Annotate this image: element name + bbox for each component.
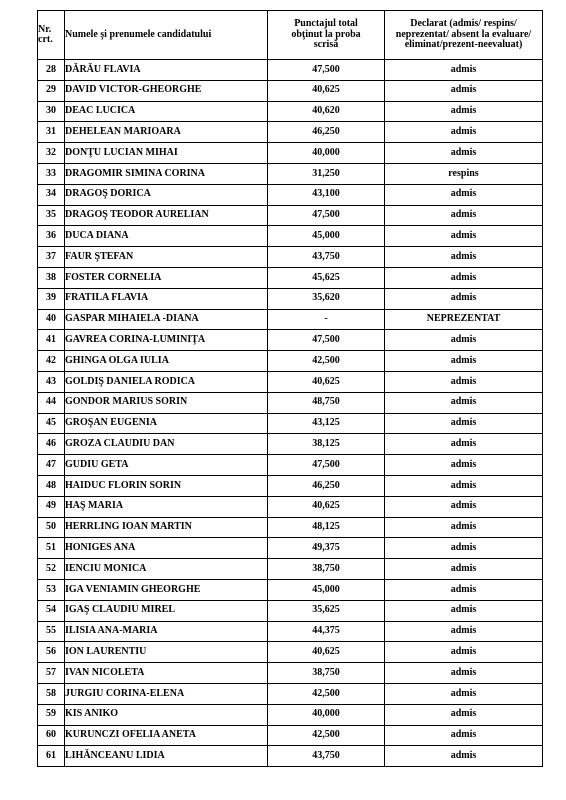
candidate-status: admis bbox=[385, 683, 543, 704]
candidate-score: - bbox=[268, 309, 385, 330]
row-number: 39 bbox=[38, 288, 65, 309]
row-number: 40 bbox=[38, 309, 65, 330]
row-number: 43 bbox=[38, 371, 65, 392]
candidate-score: 45,000 bbox=[268, 579, 385, 600]
header-nr-line: crt. bbox=[38, 34, 53, 45]
row-number: 29 bbox=[38, 80, 65, 101]
candidate-name: GASPAR MIHAIELA -DIANA bbox=[65, 309, 268, 330]
table-row bbox=[38, 559, 543, 580]
candidate-score: 40,625 bbox=[268, 80, 385, 101]
candidate-status: admis bbox=[385, 663, 543, 684]
candidate-status: NEPREZENTAT bbox=[385, 309, 543, 330]
row-number: 36 bbox=[38, 226, 65, 247]
candidate-status: admis bbox=[385, 247, 543, 268]
table-row bbox=[38, 205, 543, 226]
candidate-score: 43,750 bbox=[268, 247, 385, 268]
table-row bbox=[38, 184, 543, 205]
header-nr-line: Nr. bbox=[38, 23, 52, 35]
table-row bbox=[38, 600, 543, 621]
candidate-score: 47,500 bbox=[268, 330, 385, 351]
candidate-name: DAVID VICTOR-GHEORGHE bbox=[65, 80, 268, 101]
candidate-status: admis bbox=[385, 434, 543, 455]
table-row bbox=[38, 746, 543, 767]
row-number: 28 bbox=[38, 60, 65, 81]
candidate-score: 47,500 bbox=[268, 60, 385, 81]
candidate-status: admis bbox=[385, 392, 543, 413]
table-row bbox=[38, 579, 543, 600]
row-number: 59 bbox=[38, 704, 65, 725]
candidate-status: admis bbox=[385, 267, 543, 288]
table-row bbox=[38, 434, 543, 455]
candidate-score: 38,750 bbox=[268, 559, 385, 580]
candidate-score: 43,100 bbox=[268, 184, 385, 205]
table-row bbox=[38, 496, 543, 517]
table-row bbox=[38, 309, 543, 330]
candidate-name: DEAC LUCICA bbox=[65, 101, 268, 122]
candidate-score: 40,625 bbox=[268, 496, 385, 517]
candidate-name: KIS ANIKO bbox=[65, 704, 268, 725]
candidate-name: GAVREA CORINA-LUMINIŢA bbox=[65, 330, 268, 351]
table-row bbox=[38, 475, 543, 496]
candidate-score: 40,620 bbox=[268, 101, 385, 122]
row-number: 38 bbox=[38, 267, 65, 288]
row-number: 37 bbox=[38, 247, 65, 268]
candidate-name: HAŞ MARIA bbox=[65, 496, 268, 517]
candidate-name: FRATILA FLAVIA bbox=[65, 288, 268, 309]
results-table bbox=[37, 10, 543, 767]
candidate-name: HONIGES ANA bbox=[65, 538, 268, 559]
candidate-status: admis bbox=[385, 371, 543, 392]
candidate-status: admis bbox=[385, 746, 543, 767]
row-number: 55 bbox=[38, 621, 65, 642]
candidate-score: 47,500 bbox=[268, 455, 385, 476]
candidate-status: respins bbox=[385, 163, 543, 184]
candidate-name: GOLDIŞ DANIELA RODICA bbox=[65, 371, 268, 392]
candidate-status: admis bbox=[385, 143, 543, 164]
candidate-status: admis bbox=[385, 288, 543, 309]
candidate-status: admis bbox=[385, 538, 543, 559]
candidate-status: admis bbox=[385, 455, 543, 476]
candidate-score: 45,625 bbox=[268, 267, 385, 288]
row-number: 46 bbox=[38, 434, 65, 455]
candidate-name: GUDIU GETA bbox=[65, 455, 268, 476]
table-row bbox=[38, 371, 543, 392]
row-number: 35 bbox=[38, 205, 65, 226]
table-row bbox=[38, 725, 543, 746]
table-row bbox=[38, 143, 543, 164]
table-row bbox=[38, 392, 543, 413]
table-row bbox=[38, 517, 543, 538]
candidate-name: DRAGOMIR SIMINA CORINA bbox=[65, 163, 268, 184]
candidate-status: admis bbox=[385, 184, 543, 205]
candidate-status: admis bbox=[385, 60, 543, 81]
table-row bbox=[38, 247, 543, 268]
candidate-status: admis bbox=[385, 559, 543, 580]
candidate-status: admis bbox=[385, 101, 543, 122]
header-row bbox=[38, 11, 543, 60]
table-row bbox=[38, 101, 543, 122]
candidate-name: ILISIA ANA-MARIA bbox=[65, 621, 268, 642]
header-score bbox=[268, 11, 385, 60]
candidate-status: admis bbox=[385, 496, 543, 517]
row-number: 54 bbox=[38, 600, 65, 621]
candidate-score: 45,000 bbox=[268, 226, 385, 247]
row-number: 31 bbox=[38, 122, 65, 143]
row-number: 53 bbox=[38, 579, 65, 600]
table-row bbox=[38, 226, 543, 247]
table-row bbox=[38, 413, 543, 434]
candidate-score: 42,500 bbox=[268, 725, 385, 746]
row-number: 58 bbox=[38, 683, 65, 704]
candidate-score: 48,750 bbox=[268, 392, 385, 413]
header-score-line: Punctajul total bbox=[294, 18, 358, 30]
header-status-line: Declarat (admis/ respins/ bbox=[410, 18, 517, 30]
candidate-score: 47,500 bbox=[268, 205, 385, 226]
row-number: 50 bbox=[38, 517, 65, 538]
table-row bbox=[38, 621, 543, 642]
header-status-line: neprezentat/ absent la evaluare/ bbox=[395, 28, 532, 40]
candidate-status: admis bbox=[385, 330, 543, 351]
candidate-name: FOSTER CORNELIA bbox=[65, 267, 268, 288]
row-number: 33 bbox=[38, 163, 65, 184]
candidate-status: admis bbox=[385, 600, 543, 621]
candidate-status: admis bbox=[385, 642, 543, 663]
candidate-status: admis bbox=[385, 621, 543, 642]
row-number: 41 bbox=[38, 330, 65, 351]
row-number: 48 bbox=[38, 475, 65, 496]
candidate-status: admis bbox=[385, 475, 543, 496]
candidate-score: 38,125 bbox=[268, 434, 385, 455]
candidate-score: 40,625 bbox=[268, 642, 385, 663]
table-row bbox=[38, 330, 543, 351]
table-row bbox=[38, 538, 543, 559]
row-number: 51 bbox=[38, 538, 65, 559]
row-number: 47 bbox=[38, 455, 65, 476]
candidate-name: JURGIU CORINA-ELENA bbox=[65, 683, 268, 704]
candidate-name: KURUNCZI OFELIA ANETA bbox=[65, 725, 268, 746]
table-row bbox=[38, 455, 543, 476]
candidate-status: admis bbox=[385, 579, 543, 600]
candidate-status: admis bbox=[385, 351, 543, 372]
candidate-score: 42,500 bbox=[268, 683, 385, 704]
table-row bbox=[38, 288, 543, 309]
table-row bbox=[38, 60, 543, 81]
row-number: 30 bbox=[38, 101, 65, 122]
table-row bbox=[38, 663, 543, 684]
candidate-status: admis bbox=[385, 725, 543, 746]
candidate-name: HAIDUC FLORIN SORIN bbox=[65, 475, 268, 496]
table-row bbox=[38, 122, 543, 143]
table-row bbox=[38, 163, 543, 184]
candidate-name: ION LAURENTIU bbox=[65, 642, 268, 663]
header-status-line: eliminat/prezent-neevaluat) bbox=[404, 39, 523, 51]
candidate-name: DUCA DIANA bbox=[65, 226, 268, 247]
row-number: 57 bbox=[38, 663, 65, 684]
table-row bbox=[38, 80, 543, 101]
candidate-name: DEHELEAN MARIOARA bbox=[65, 122, 268, 143]
candidate-status: admis bbox=[385, 122, 543, 143]
candidate-status: admis bbox=[385, 205, 543, 226]
candidate-name: GONDOR MARIUS SORIN bbox=[65, 392, 268, 413]
candidate-score: 31,250 bbox=[268, 163, 385, 184]
candidate-score: 40,625 bbox=[268, 371, 385, 392]
candidate-score: 40,000 bbox=[268, 704, 385, 725]
row-number: 49 bbox=[38, 496, 65, 517]
candidate-name: HERRLING IOAN MARTIN bbox=[65, 517, 268, 538]
candidate-status: admis bbox=[385, 226, 543, 247]
candidate-name: LIHĂNCEANU LIDIA bbox=[65, 746, 268, 767]
candidate-name: GHINGA OLGA IULIA bbox=[65, 351, 268, 372]
table-row bbox=[38, 704, 543, 725]
candidate-name: GROŞAN EUGENIA bbox=[65, 413, 268, 434]
candidate-name: IVAN NICOLETA bbox=[65, 663, 268, 684]
header-score-line: obţinut la proba bbox=[291, 28, 361, 40]
candidate-score: 38,750 bbox=[268, 663, 385, 684]
candidate-score: 49,375 bbox=[268, 538, 385, 559]
candidate-name: IGA VENIAMIN GHEORGHE bbox=[65, 579, 268, 600]
candidate-score: 44,375 bbox=[268, 621, 385, 642]
table-row bbox=[38, 351, 543, 372]
candidate-score: 43,750 bbox=[268, 746, 385, 767]
row-number: 34 bbox=[38, 184, 65, 205]
candidate-name: IENCIU MONICA bbox=[65, 559, 268, 580]
candidate-score: 35,620 bbox=[268, 288, 385, 309]
row-number: 56 bbox=[38, 642, 65, 663]
candidate-name: IGAŞ CLAUDIU MIREL bbox=[65, 600, 268, 621]
candidate-name: DRAGOŞ TEODOR AURELIAN bbox=[65, 205, 268, 226]
candidate-score: 46,250 bbox=[268, 122, 385, 143]
candidate-status: admis bbox=[385, 517, 543, 538]
header-status bbox=[385, 11, 543, 60]
candidate-status: admis bbox=[385, 80, 543, 101]
row-number: 32 bbox=[38, 143, 65, 164]
table-row bbox=[38, 267, 543, 288]
row-number: 52 bbox=[38, 559, 65, 580]
table-header bbox=[38, 11, 543, 60]
table-row bbox=[38, 642, 543, 663]
candidate-name: DĂRĂU FLAVIA bbox=[65, 60, 268, 81]
candidate-score: 46,250 bbox=[268, 475, 385, 496]
candidate-name: DONŢU LUCIAN MIHAI bbox=[65, 143, 268, 164]
candidate-name: GROZA CLAUDIU DAN bbox=[65, 434, 268, 455]
candidate-name: DRAGOŞ DORICA bbox=[65, 184, 268, 205]
row-number: 45 bbox=[38, 413, 65, 434]
candidate-name: FAUR ŞTEFAN bbox=[65, 247, 268, 268]
header-name: Numele şi prenumele candidatului bbox=[65, 11, 268, 60]
table-body bbox=[38, 60, 543, 767]
candidate-score: 35,625 bbox=[268, 600, 385, 621]
row-number: 42 bbox=[38, 351, 65, 372]
table-row bbox=[38, 683, 543, 704]
candidate-score: 40,000 bbox=[268, 143, 385, 164]
candidate-status: admis bbox=[385, 704, 543, 725]
header-nr bbox=[38, 11, 65, 60]
candidate-score: 42,500 bbox=[268, 351, 385, 372]
row-number: 44 bbox=[38, 392, 65, 413]
candidate-score: 43,125 bbox=[268, 413, 385, 434]
candidate-score: 48,125 bbox=[268, 517, 385, 538]
row-number: 60 bbox=[38, 725, 65, 746]
candidate-status: admis bbox=[385, 413, 543, 434]
header-score-line: scrisă bbox=[313, 39, 339, 51]
row-number: 61 bbox=[38, 746, 65, 767]
